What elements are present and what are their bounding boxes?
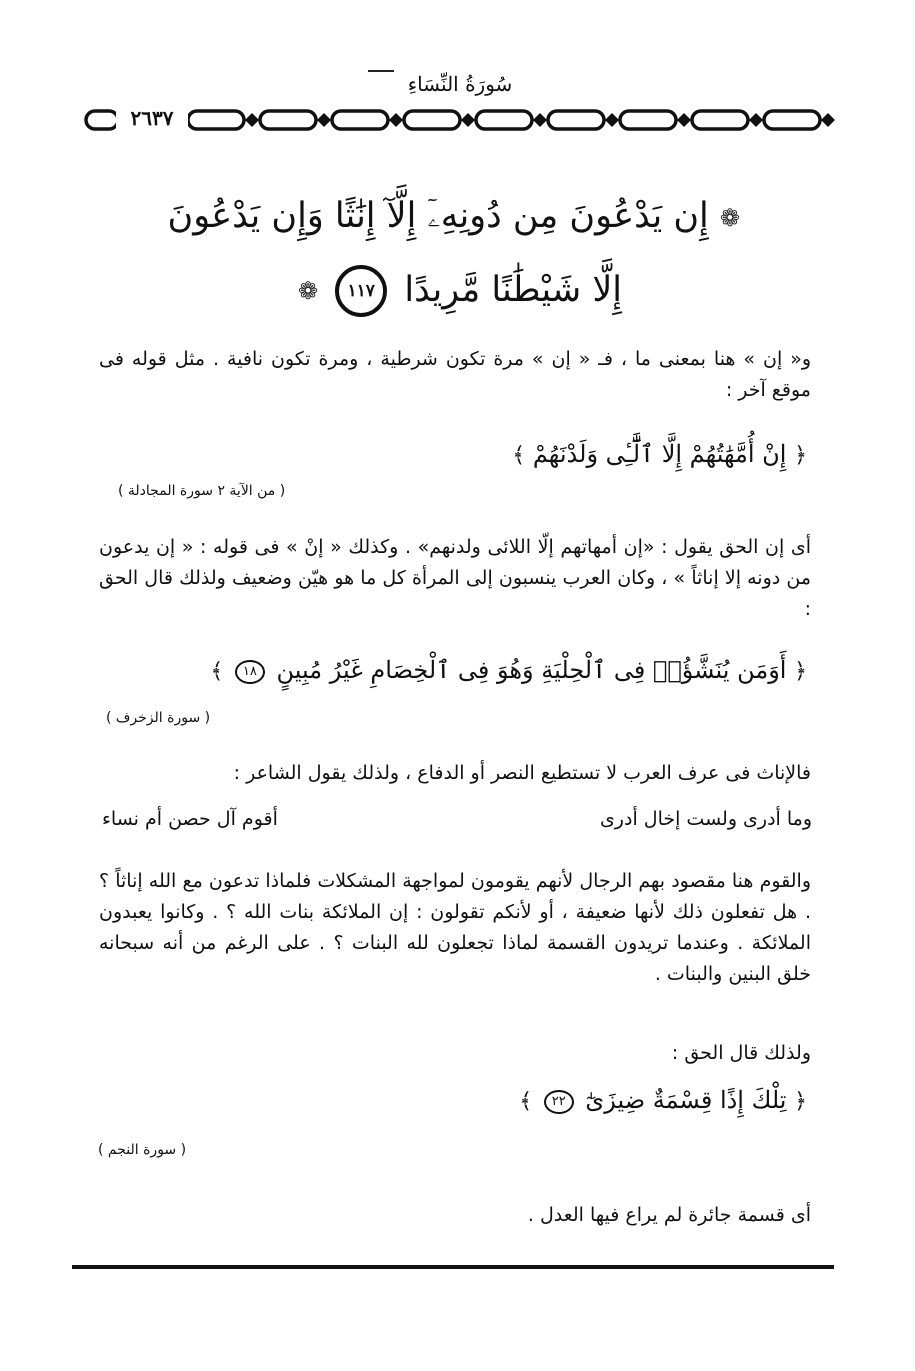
verse-ornament-icon: ❁ xyxy=(297,277,319,305)
quote-open-brace: ﴿ xyxy=(794,443,807,468)
main-verse-text-2: إِلَّا شَيْطَٰنًا مَّرِيدًا xyxy=(404,269,623,310)
main-verse xyxy=(167,180,740,327)
quote-close-brace: ﴾ xyxy=(512,443,526,468)
poetry-hemistich-1: وما أدرى ولست إخال أدرى xyxy=(599,808,812,830)
quote-open-brace: ﴿ xyxy=(794,659,807,684)
paragraph-6: أى قسمة جائرة لم يراع فيها العدل . xyxy=(527,1204,811,1226)
paragraph-5: ولذلك قال الحق : xyxy=(671,1042,811,1064)
paragraph-4: والقوم هنا مقصود بهم الرجال لأنهم يقومون لمواجهة المشكلات فلماذا تدعون مع الله إناثاً ؟ . هل تفعلون ذلك لأنها ضعيفة ، أو لأنكم تقولون : إن الملائكة بنات الله ؟ . وكانوا يعبدون الملائكة . وعندما تريدون القسمة لماذا تجعلون لله البنات ؟ . على الرغم من أنه سبحانه خلق البنين والبنات . xyxy=(99,870,811,985)
quran-quote-3 xyxy=(519,1086,807,1114)
verse-number-badge: ٢٢ xyxy=(544,1090,574,1114)
poetry-verse xyxy=(100,808,812,840)
page-number: ٢٦٣٧ xyxy=(116,106,188,130)
surah-title: سُورَةُ النِّسَاءِ xyxy=(407,72,513,96)
poetry-hemistich-2: أقوم آل حصن أم نساء xyxy=(102,808,278,830)
paragraph-3: فالإناث فى عرف العرب لا تستطيع النصر أو الدفاع ، ولذلك يقول الشاعر : xyxy=(233,762,811,784)
decorative-chain-border xyxy=(84,104,846,136)
quote-close-brace: ﴾ xyxy=(519,1089,533,1114)
quote-reference: ( سورة الزخرف ) xyxy=(106,710,211,726)
quote-reference: ( من الآية ٢ سورة المجادلة ) xyxy=(118,483,286,499)
quran-quote-2 xyxy=(210,656,807,684)
verse-number-badge: ١١٧ xyxy=(335,265,387,317)
quote-open-brace: ﴿ xyxy=(794,1089,807,1114)
quote-text: أَوَمَن يُنَشَّؤُا۟ فِى ٱلْحِلْيَةِ وَهُوَ فِى ٱلْخِصَامِ غَيْرُ مُبِينٍ xyxy=(276,656,787,684)
main-verse-text-1: إِن يَدْعُونَ مِن دُونِهِۦٓ إِلَّآ إِنَٰثًا وَإِن يَدْعُونَ xyxy=(167,196,709,236)
quote-text: إِنْ أُمَّهَٰتُهُمْ إِلَّا ٱلَّٰٓـِٔى وَلَدْنَهُمْ xyxy=(532,440,787,468)
verse-number-badge: ١٨ xyxy=(235,660,265,684)
quote-reference: ( سورة النجم ) xyxy=(98,1142,187,1158)
quran-quote-1 xyxy=(512,440,807,468)
quote-close-brace: ﴾ xyxy=(210,659,224,684)
main-verse-line-1 xyxy=(167,180,740,254)
quote-text: تِلْكَ إِذًا قِسْمَةٌ ضِيزَىٰٓ xyxy=(585,1086,787,1114)
paragraph-2: أى إن الحق يقول : «إن أمهاتهم إلّا اللائى ولدنهم» . وكذلك « إنْ » فى قوله : « إن يدعون من دونه إلا إناثاً » ، وكان العرب ينسبون إلى المرأة كل ما هو هيّن وضعيف ولذلك قال الحق : xyxy=(99,536,811,620)
main-verse-line-2 xyxy=(180,254,740,328)
paragraph-1: و« إن » هنا بمعنى ما ، فـ « إن » مرة تكون شرطية ، ومرة تكون نافية . مثل قوله فى موقع آخر : xyxy=(99,348,811,401)
footer-rule xyxy=(72,1265,834,1269)
verse-ornament-icon: ❁ xyxy=(719,203,740,232)
